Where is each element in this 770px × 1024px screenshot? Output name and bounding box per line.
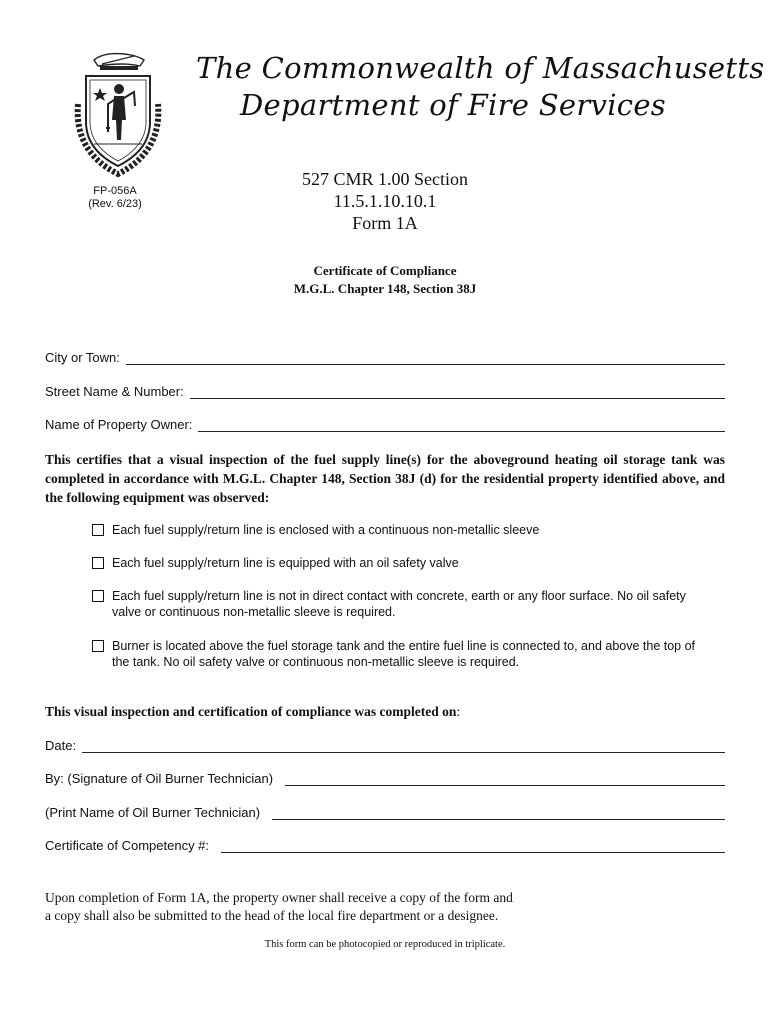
city-field[interactable] [45,350,725,365]
checklist-text: Each fuel supply/return line is not in direct contact with concrete, earth or any floor surface. No oil safety valve or continuous non-metallic sleeve is required. [112,589,686,619]
checkbox[interactable] [92,557,104,569]
date-input-line[interactable] [82,740,725,753]
closing-note [45,889,605,925]
competency-label: Certificate of Competency #: [45,838,210,853]
form-number-block [60,185,170,211]
signature-label: By: (Signature of Oil Burner Technician) [45,771,274,786]
print-name-label: (Print Name of Oil Burner Technician) [45,805,261,820]
competency-field[interactable] [45,838,725,853]
signature-field[interactable] [45,771,725,786]
certificate-heading [180,262,590,298]
print-name-field[interactable] [45,805,725,820]
completion-colon: : [456,704,461,719]
regulation-number: 11.5.1.10.10.1 [333,191,437,211]
checklist-item[interactable] [92,588,712,620]
checklist-item[interactable] [92,555,712,571]
form-revision: (Rev. 6/23) [88,198,142,210]
checkbox[interactable] [92,640,104,652]
street-label: Street Name & Number: [45,384,184,399]
department-title: Department of Fire Services [240,88,666,122]
signature-input-line[interactable] [285,773,725,786]
city-input-line[interactable] [126,352,725,365]
date-field[interactable] [45,738,725,753]
checkbox[interactable] [92,524,104,536]
certificate-title: Certificate of Compliance [313,263,457,278]
checklist-item[interactable] [92,638,712,670]
owner-input-line[interactable] [198,419,725,432]
regulation-section: 527 CMR 1.00 Section [301,169,468,189]
checkbox[interactable] [92,590,104,602]
street-field[interactable] [45,384,725,399]
street-input-line[interactable] [190,386,725,399]
checklist-item[interactable] [92,522,712,538]
certification-statement: This certifies that a visual inspection of the fuel supply line(s) for the aboveground heating oil storage tank was completed in accordance with M.G.L. Chapter 148, Section 38J (d) for the residential property identified above, and the following equipment was observed: [45,452,725,505]
completion-heading [45,704,460,720]
closing-note-line: a copy shall also be submitted to the head of the local fire department or a designee. [45,908,499,923]
city-label: City or Town: [45,350,120,365]
owner-label: Name of Property Owner: [45,417,193,432]
date-label: Date: [45,738,77,753]
massachusetts-seal [64,42,172,182]
footer-note: This form can be photocopied or reproduced in triplicate. [264,939,506,950]
checklist-text: Each fuel supply/return line is enclosed with a continuous non-metallic sleeve [112,523,540,537]
owner-field[interactable] [45,417,725,432]
form-number: FP-056A [93,185,137,197]
competency-input-line[interactable] [221,840,725,853]
commonwealth-title: The Commonwealth of Massachusetts [196,51,765,85]
closing-note-line: Upon completion of Form 1A, the property owner shall receive a copy of the form and [45,890,513,905]
checklist-text: Burner is located above the fuel storage tank and the entire fuel line is connected to, and above the top of the tank. No oil safety valve or continuous non-metallic sleeve is required. [112,639,696,669]
crest-icon [94,54,144,70]
checklist-text: Each fuel supply/return line is equipped with an oil safety valve [112,556,459,570]
native-figure-icon [106,84,135,140]
form-name: Form 1A [352,213,418,233]
print-name-input-line[interactable] [272,807,725,820]
regulation-block [230,168,540,234]
certificate-law: M.G.L. Chapter 148, Section 38J [293,281,477,296]
completion-heading-text: This visual inspection and certification of compliance was completed on [45,704,457,719]
